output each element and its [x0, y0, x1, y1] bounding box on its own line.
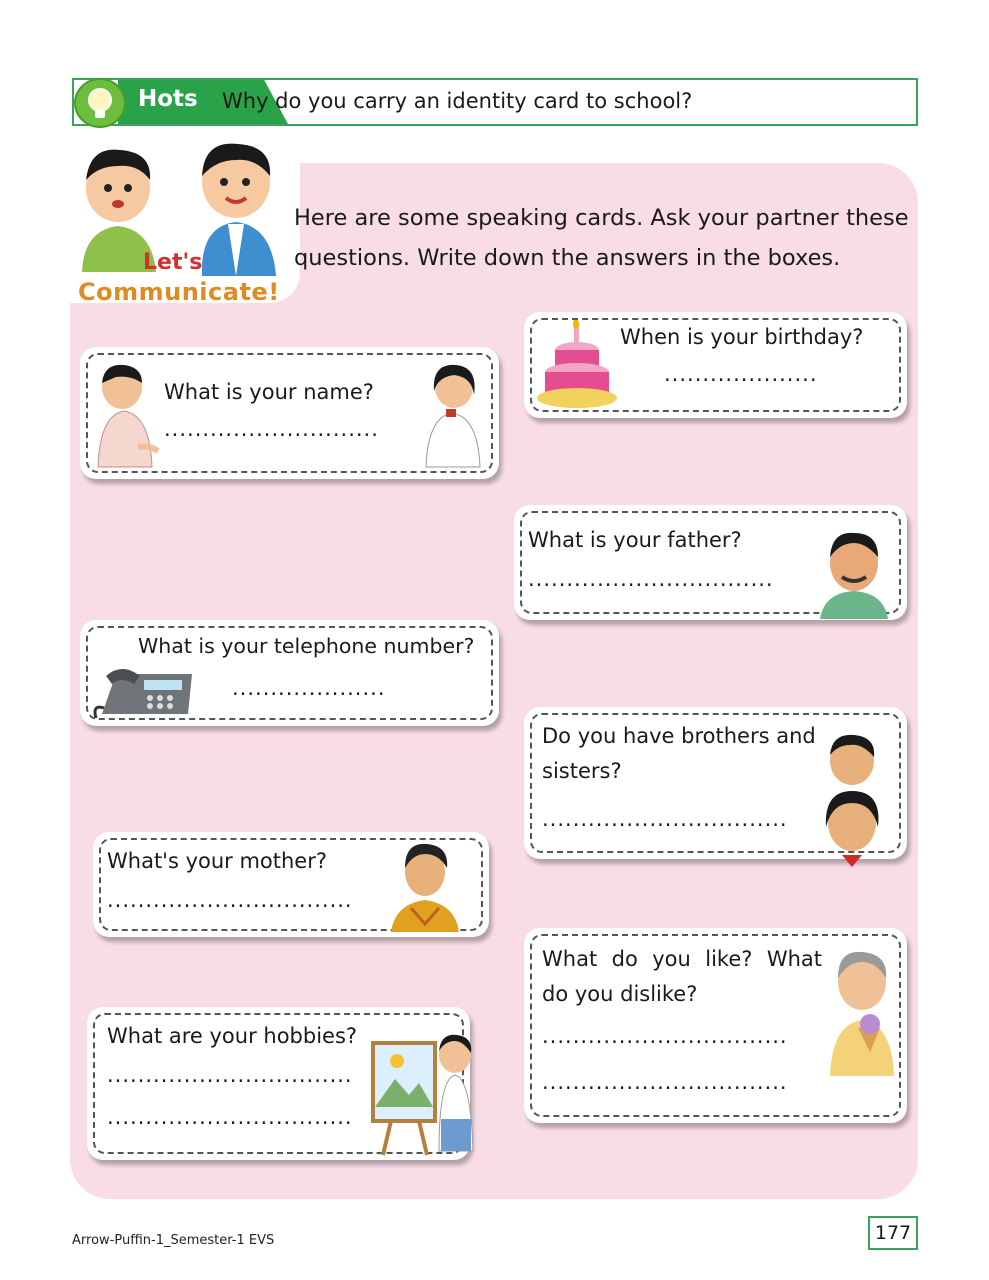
telephone-icon	[92, 658, 204, 724]
card-mother-question: What's your mother?	[107, 849, 328, 873]
card-birthday-answer[interactable]: ....................	[664, 362, 818, 386]
card-father-answer[interactable]: ................................	[528, 567, 774, 591]
siblings-icon	[820, 731, 886, 867]
boy-ice-cream-icon	[824, 948, 896, 1078]
card-name-question: What is your name?	[164, 380, 374, 404]
card-siblings	[524, 707, 907, 859]
card-telephone	[80, 620, 499, 726]
card-hobbies-answer-1[interactable]: ................................	[107, 1063, 353, 1087]
lets-heading: Let's	[143, 250, 203, 275]
card-likes-question: What do you like? What do you dislike?	[542, 947, 822, 1006]
hots-question: Why do you carry an identity card to school?	[222, 89, 693, 113]
card-likes-answer-1[interactable]: ................................	[542, 1024, 788, 1048]
card-likes	[524, 928, 907, 1123]
card-siblings-question: Do you have brothers and sisters?	[542, 724, 816, 783]
card-telephone-question: What is your telephone number?	[138, 634, 475, 658]
card-name-answer[interactable]: ............................	[164, 417, 379, 441]
card-birthday	[524, 312, 907, 418]
card-birthday-question: When is your birthday?	[620, 325, 864, 349]
lightbulb-icon	[74, 78, 126, 128]
card-siblings-answer[interactable]: ................................	[542, 807, 788, 831]
painting-girl-icon	[369, 1027, 479, 1157]
card-hobbies	[87, 1007, 470, 1160]
boy-icon	[94, 361, 164, 471]
card-mother	[93, 832, 489, 937]
card-hobbies-answer-2[interactable]: ................................	[107, 1105, 353, 1129]
card-father-question: What is your father?	[528, 528, 742, 552]
instructions: Here are some speaking cards. Ask your partner these questions. Write down the answers in the boxes.	[294, 205, 909, 271]
card-telephone-answer[interactable]: ....................	[232, 676, 386, 700]
hots-label: Hots	[138, 86, 198, 112]
communicate-heading: Communicate!	[78, 278, 280, 306]
card-father	[514, 505, 907, 620]
girl-icon	[416, 361, 486, 471]
card-mother-answer[interactable]: ................................	[107, 888, 353, 912]
cake-icon	[534, 320, 620, 412]
card-hobbies-question: What are your hobbies?	[107, 1024, 358, 1048]
page-number: 177	[868, 1216, 918, 1250]
footer-source: Arrow-Puffin-1_Semester-1 EVS	[72, 1233, 275, 1248]
card-likes-answer-2[interactable]: ................................	[542, 1070, 788, 1094]
card-name	[80, 347, 499, 479]
father-icon	[814, 527, 894, 619]
mother-icon	[391, 838, 461, 932]
hots-bar	[72, 78, 918, 126]
